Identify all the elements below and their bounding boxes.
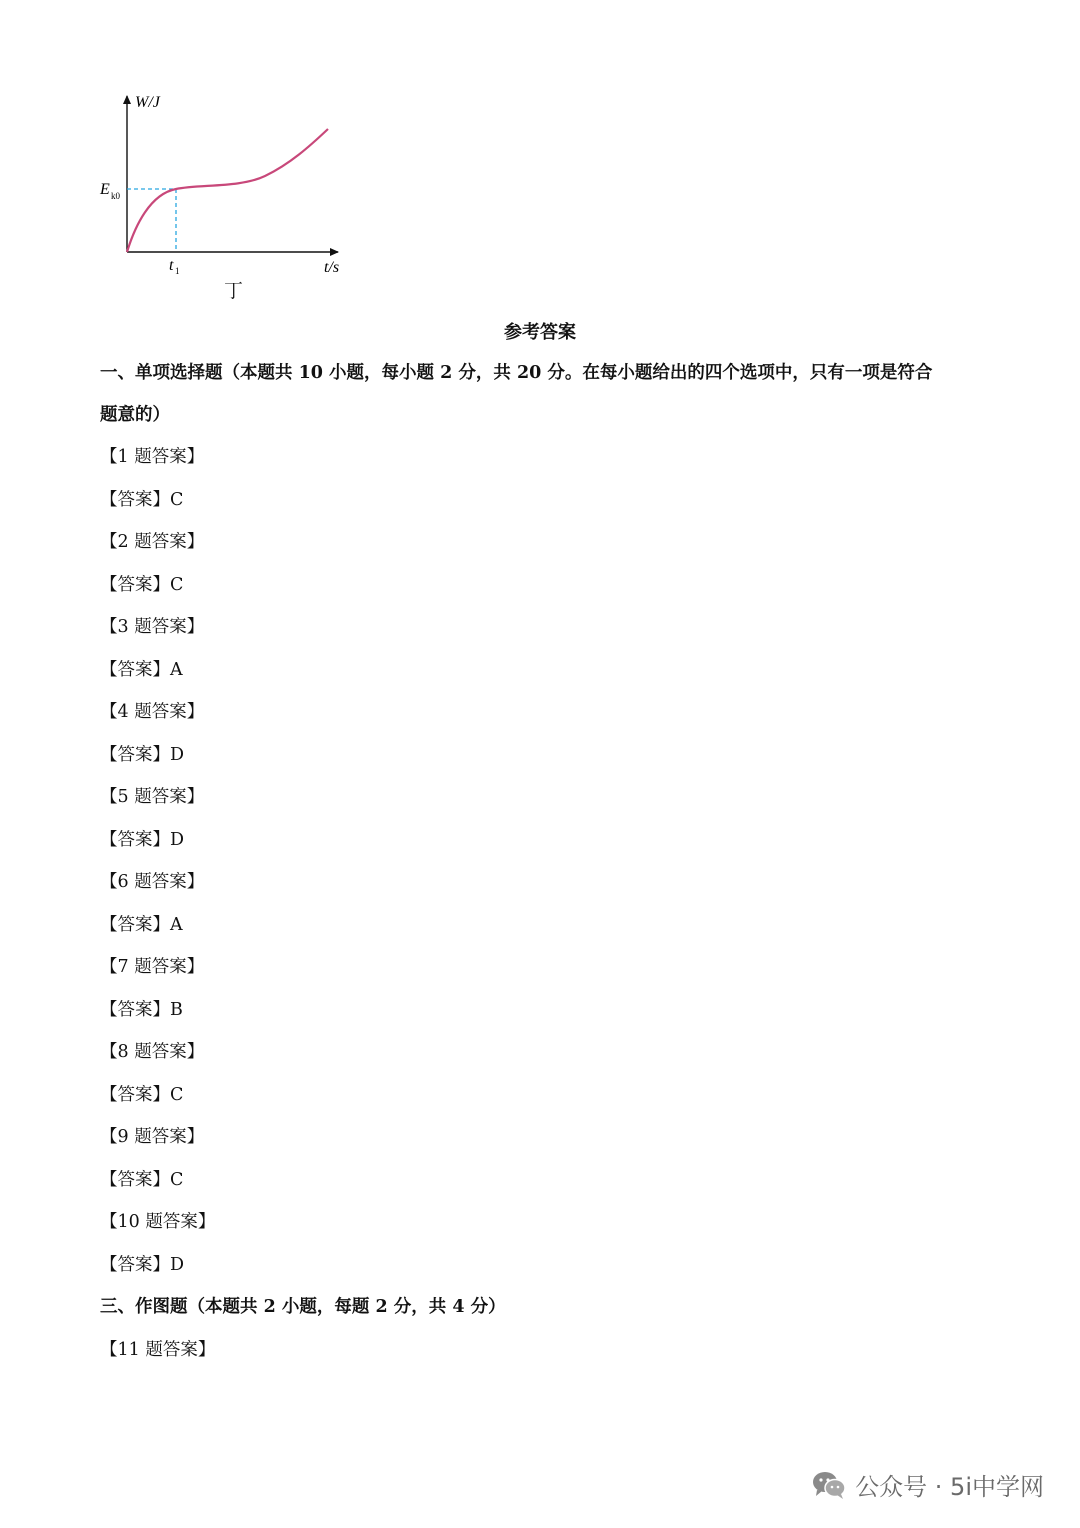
section-1-line-1: 一、单项选择题（本题共 10 小题，每小题 2 分，共 20 分。在每小题给出的四个选项中，只有一项是符合 xyxy=(100,363,933,383)
watermark-text: 公众号 · 5i中学网 xyxy=(855,1473,1044,1501)
page-title: 参考答案 xyxy=(504,322,576,343)
question-label-2: 【2 题答案】 xyxy=(100,532,205,552)
answer-3: 【答案】A xyxy=(100,659,183,680)
question-label-5: 【5 题答案】 xyxy=(100,787,205,807)
answer-2: 【答案】C xyxy=(100,574,184,595)
question-label-3: 【3 题答案】 xyxy=(100,617,205,637)
y-axis-label: W/J xyxy=(135,94,160,111)
section-1-line-2: 题意的） xyxy=(100,405,170,425)
t1-subscript: 1 xyxy=(175,266,180,276)
answer-7: 【答案】B xyxy=(100,999,183,1020)
question-label-1: 【1 题答案】 xyxy=(100,447,205,467)
answer-9: 【答案】C xyxy=(100,1169,184,1190)
answer-10: 【答案】D xyxy=(100,1254,185,1275)
answer-8: 【答案】C xyxy=(100,1084,184,1105)
ek0-subscript: k0 xyxy=(111,191,120,201)
answer-list xyxy=(100,436,980,1371)
work-curve xyxy=(127,129,328,252)
answer-6: 【答案】A xyxy=(100,914,183,935)
question-label-6: 【6 题答案】 xyxy=(100,872,205,892)
answer-5: 【答案】D xyxy=(100,829,185,850)
graph-svg xyxy=(90,86,360,301)
ek0-label: E xyxy=(100,181,110,198)
wechat-icon xyxy=(811,1470,847,1500)
x-axis-label: t/s xyxy=(324,259,340,276)
work-time-graph xyxy=(90,86,360,301)
question-label-4: 【4 题答案】 xyxy=(100,702,205,722)
question-label-11: 【11 题答案】 xyxy=(100,1339,216,1360)
section-3-heading: 三、作图题（本题共 2 小题，每题 2 分，共 4 分） xyxy=(100,1297,506,1317)
t1-label: t xyxy=(169,257,174,274)
question-label-9: 【9 题答案】 xyxy=(100,1127,205,1147)
section-1-heading xyxy=(100,352,990,436)
question-label-7: 【7 题答案】 xyxy=(100,957,205,977)
question-label-8: 【8 题答案】 xyxy=(100,1042,205,1062)
answer-1: 【答案】C xyxy=(100,489,184,510)
figure-caption: 丁 xyxy=(224,280,244,302)
question-label-10: 【10 题答案】 xyxy=(100,1212,216,1232)
watermark xyxy=(811,1467,1044,1502)
answer-4: 【答案】D xyxy=(100,744,185,765)
